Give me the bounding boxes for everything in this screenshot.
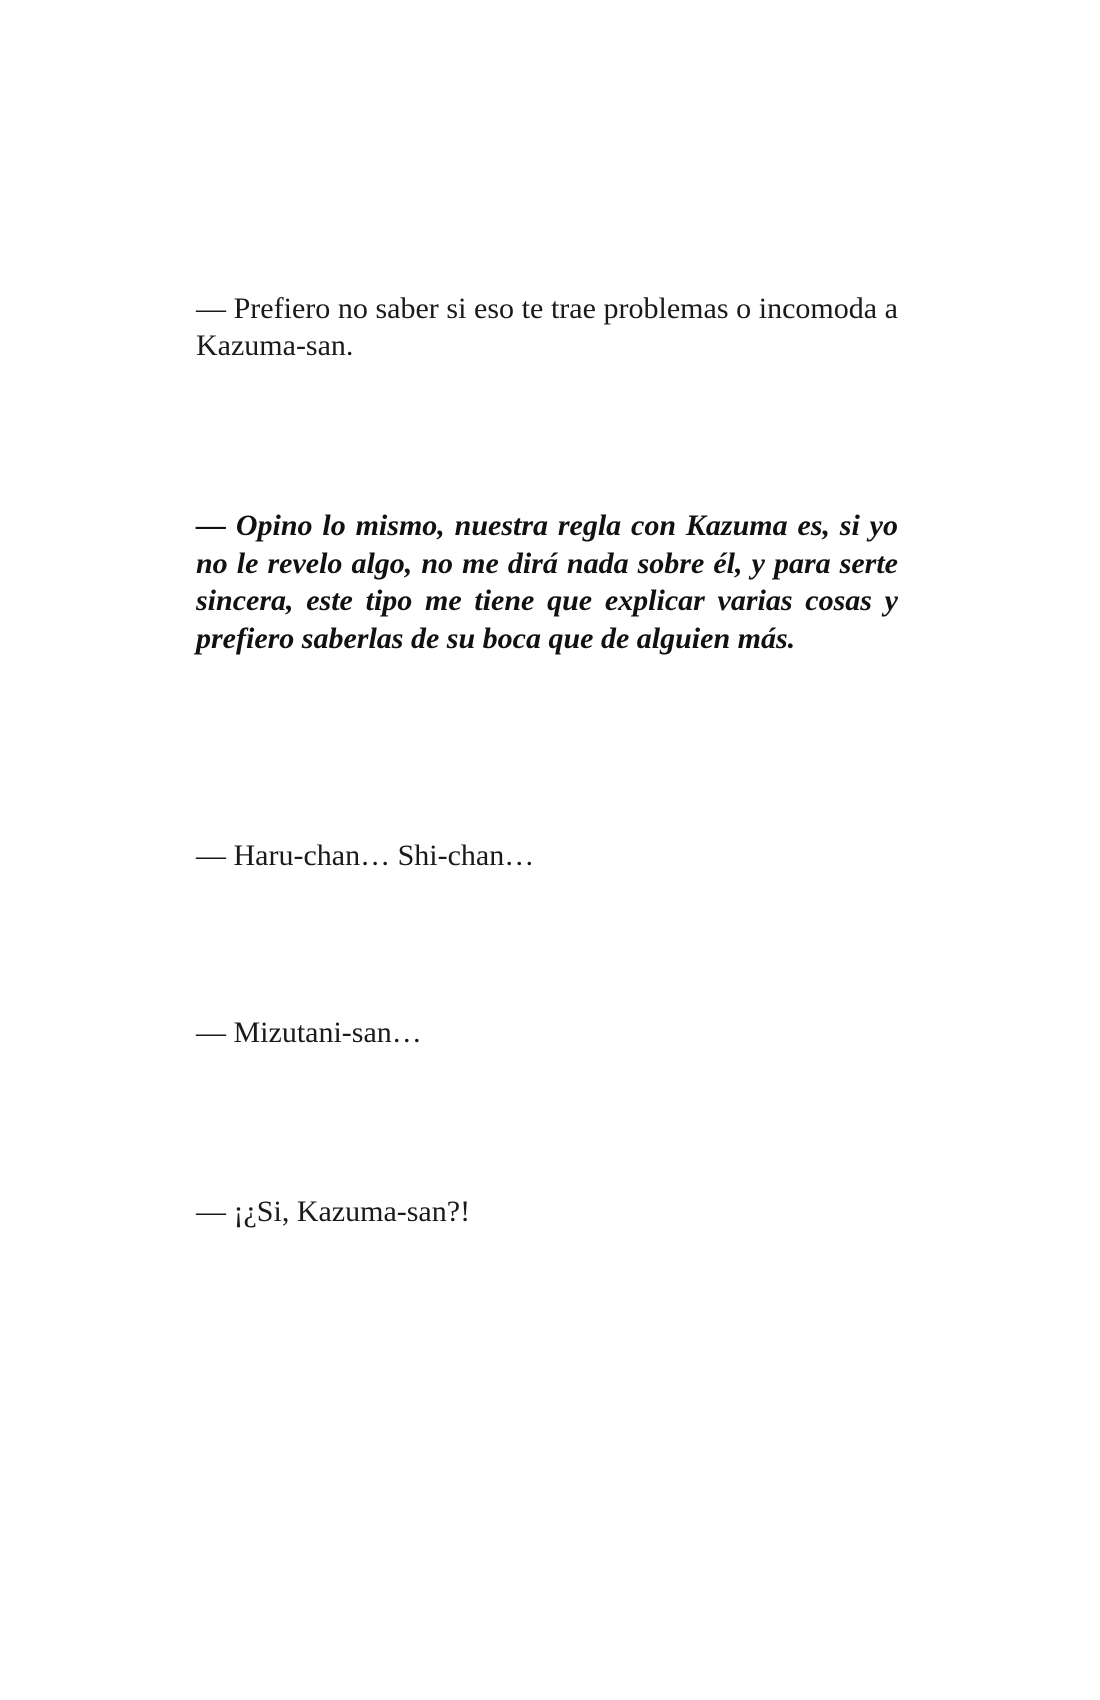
dialogue-paragraph: — Mizutani-san…	[196, 1016, 422, 1049]
dialogue-paragraph: — ¡¿Si, Kazuma-san?!	[196, 1195, 471, 1228]
dialogue-paragraph: — Haru-chan… Shi-chan…	[196, 839, 535, 872]
dialogue-paragraph: — Prefiero no saber si eso te trae problemas o incomoda a Kazuma-san.	[196, 292, 898, 362]
emphasized-dialogue-paragraph: — Opino lo mismo, nuestra regla con Kazuma es, si yo no le revelo algo, no me dirá nada sobre él, y para serte sincera, este tipo me tiene que explicar varias cosas y prefiero saberlas de su boca que de alguien más.	[196, 509, 898, 655]
